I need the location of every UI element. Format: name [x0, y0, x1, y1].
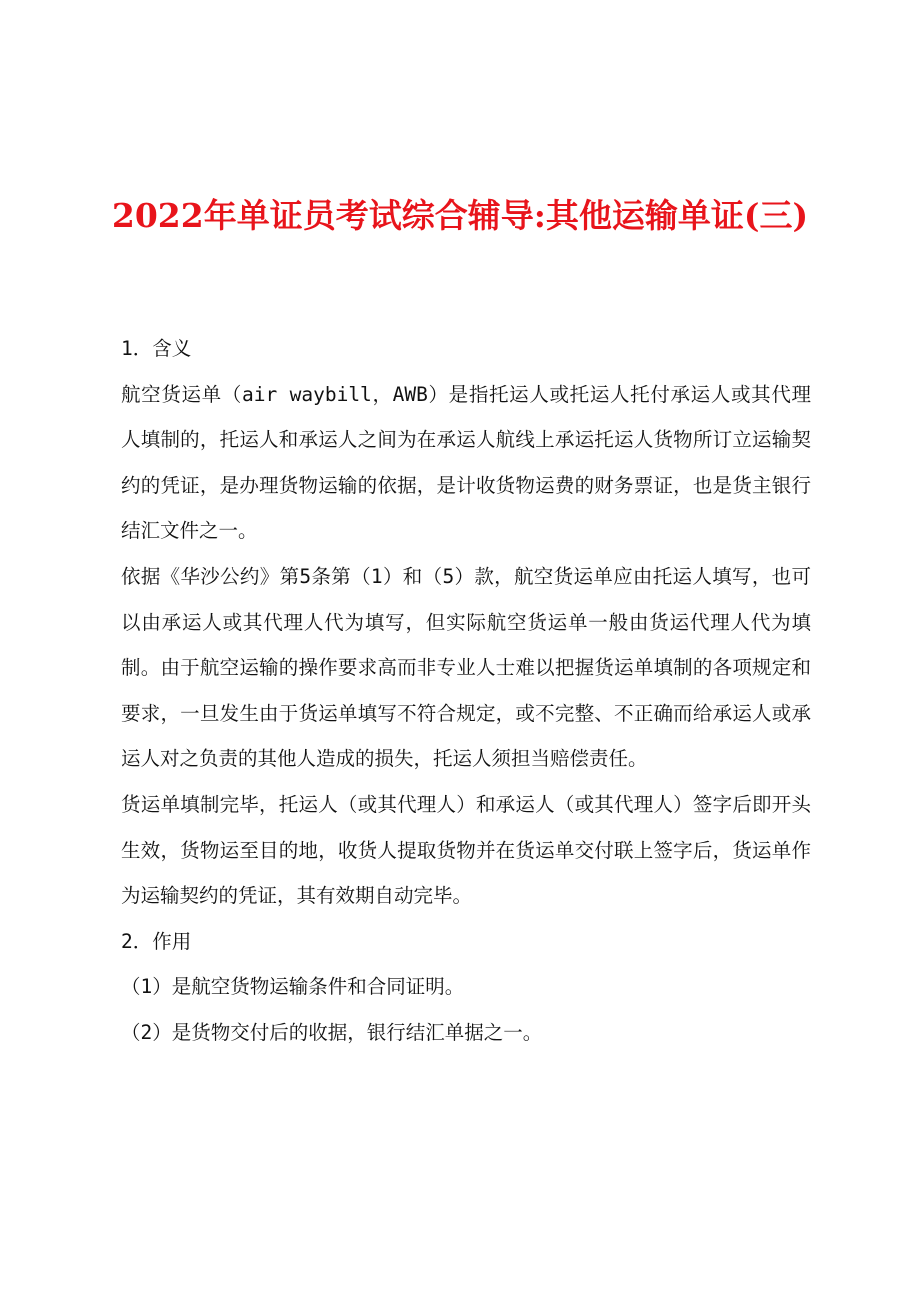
document-title: 2022年单证员考试综合辅导:其他运输单证(三) — [111, 196, 809, 235]
section-heading-meaning: 1．含义 — [121, 337, 192, 360]
paragraph-warsaw-convention: 依据《华沙公约》第5条第（1）和（5）款，航空货运单应由托运人填写，也可以由承运人或其代理人代为填写，但实际航空货运单一般由货运代理人代为填制。由于航空运输的操作要求高而非专业人士难以把握货运单填制的各项规定和要求，一旦发生由于货运单填写不符合规定，或不完整、不正确而给承运人或承运人对之负责的其他人造成的损失，托运人须担当赔偿责任。 — [121, 564, 811, 771]
list-item-function-1: （1）是航空货物运输条件和合同证明。 — [121, 975, 465, 999]
list-item-function-2: （2）是货物交付后的收据，银行结汇单据之一。 — [121, 1020, 543, 1044]
section-heading-function: 2．作用 — [121, 929, 192, 953]
paragraph-effectiveness: 货运单填制完毕，托运人（或其代理人）和承运人（或其代理人）签字后即开头生效，货物运至目的地，收货人提取货物并在货运单交付联上签字后，货运单作为运输契约的凭证，其有效期自动完毕。 — [121, 792, 811, 908]
document-body — [121, 326, 811, 1056]
paragraph-awb-definition: 航空货运单（air waybill，AWB）是指托运人或托运人托付承运人或其代理人填制的，托运人和承运人之间为在承运人航线上承运托运人货物所订立运输契约的凭证，是办理货物运输的依据，是计收货物运费的财务票证，也是货主银行结汇文件之一。 — [121, 382, 811, 543]
